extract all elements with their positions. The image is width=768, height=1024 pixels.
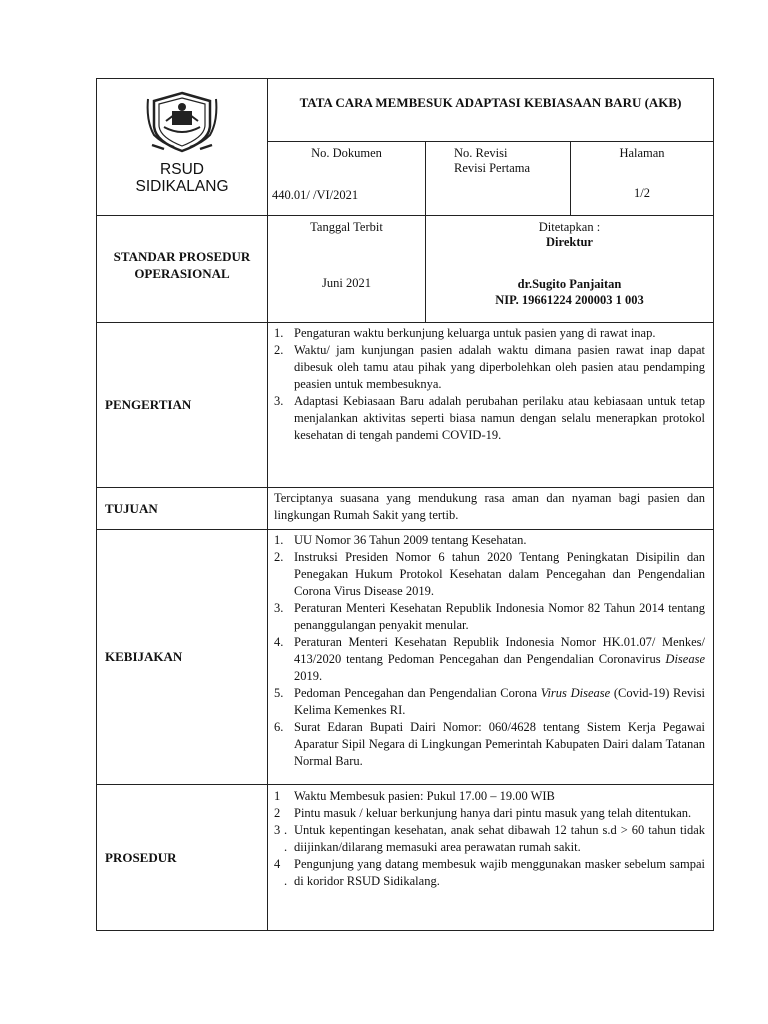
revision-value: Revisi Pertama xyxy=(454,161,531,175)
logo-cell xyxy=(97,79,268,216)
hospital-name-line2: SIDIKALANG xyxy=(135,178,229,195)
issue-date-label: Tanggal Terbit xyxy=(310,220,383,234)
list-item: 3. Adaptasi Kebiasaan Baru adalah perubahan perilaku atau kebiasaan untuk tetap menjalankan aktivitas seperti biasa namun dengan selalu menerapkan protokol kesehatan di tengah pandemi COVID-19. xyxy=(274,394,705,442)
list-item: 1. Pengaturan waktu berkunjung keluarga untuk pasien yang di rawat inap. xyxy=(274,326,656,340)
issue-date-value: Juni 2021 xyxy=(322,276,371,290)
list-item: 1 Waktu Membesuk pasien: Pukul 17.00 – 19.00 WIB xyxy=(274,789,555,803)
doc-no-label: No. Dokumen xyxy=(311,146,382,160)
list-item: 3 . Untuk kepentingan kesehatan, anak sehat dibawah 12 tahun s.d > 60 tahun tidak diijinkan/dilarang memasuki area perawatan rumah sakit. xyxy=(274,823,705,854)
list-item: 4 . Pengunjung yang datang membesuk wajib menggunakan masker sebelum sampai di koridor RSUD Sidikalang. xyxy=(274,857,705,888)
established-cell xyxy=(426,216,714,323)
list-item: 6. Surat Edaran Bupati Dairi Nomor: 060/4628 tentang Sistem Kerja Pegawai Aparatur Sipil Negara di Lingkungan Pemerintah Kabupaten Dairi dalam Tatanan Normal Baru. xyxy=(274,720,705,768)
list-item: 1. UU Nomor 36 Tahun 2009 tentang Kesehatan. xyxy=(274,533,527,547)
kebijakan-label: KEBIJAKAN xyxy=(97,530,268,785)
list-item: 5. Pedoman Pencegahan dan Pengendalian Corona Virus Disease (Covid-19) Revisi Kelima Kemenkes RI. xyxy=(274,686,705,717)
tujuan-label: TUJUAN xyxy=(97,488,268,530)
hospital-name-line1: RSUD xyxy=(160,161,204,178)
revision-cell xyxy=(426,142,571,216)
sop-document xyxy=(96,78,713,931)
issue-date-cell xyxy=(268,216,426,323)
sop-table xyxy=(96,78,714,931)
kebijakan-content xyxy=(268,530,714,785)
established-label: Ditetapkan : xyxy=(538,220,601,234)
page-value: 1/2 xyxy=(634,186,650,200)
pengertian-label: PENGERTIAN xyxy=(97,323,268,488)
regency-crest-icon xyxy=(144,91,220,153)
pengertian-content xyxy=(268,323,714,488)
doc-no-cell xyxy=(268,142,426,216)
list-item: 2 . Pintu masuk / keluar berkunjung hanya dari pintu masuk yang telah ditentukan. xyxy=(274,806,692,837)
prosedur-label: PROSEDUR xyxy=(97,785,268,931)
hospital-name xyxy=(97,161,267,195)
tujuan-content: Terciptanya suasana yang mendukung rasa aman dan nyaman bagi pasien dan lingkungan Rumah Sakit yang tertib. xyxy=(268,488,714,530)
director-nip: NIP. 19661224 200003 1 003 xyxy=(495,293,644,307)
list-item: 4. Peraturan Menteri Kesehatan Republik Indonesia Nomor HK.01.07/ Menkes/ 413/2020 tentang Pedoman Pencegahan dan Pengendalian Coronavirus Disease 2019. xyxy=(274,635,705,683)
document-title: TATA CARA MEMBESUK ADAPTASI KEBIASAAN BARU (AKB) xyxy=(268,79,714,142)
page-label: Halaman xyxy=(619,146,665,160)
director-name: dr.Sugito Panjaitan xyxy=(517,277,622,291)
page-cell xyxy=(571,142,714,216)
sop-label: STANDAR PROSEDUR OPERASIONAL xyxy=(97,216,268,323)
list-item: 2. Instruksi Presiden Nomor 6 tahun 2020 Tentang Peningkatan Disipilin dan Penegakan Hukum Protokol Kesehatan dalam Pencegahan dan Pengendalian Corona Virus Disease 2019. xyxy=(274,550,705,598)
list-item: 3. Peraturan Menteri Kesehatan Republik Indonesia Nomor 82 Tahun 2014 tentang penanggulangan penyakit menular. xyxy=(274,601,705,632)
prosedur-content xyxy=(268,785,714,931)
list-item: 2. Waktu/ jam kunjungan pasien adalah waktu dimana pasien rawat inap dapat dibesuk oleh tamu atau pihak yang diperbolehkan oleh pasien atau pendamping peasien untuk membesuknya. xyxy=(274,343,705,391)
established-role: Direktur xyxy=(546,235,593,249)
revision-label: No. Revisi xyxy=(454,146,508,160)
doc-no-value: 440.01/ /VI/2021 xyxy=(272,188,359,202)
